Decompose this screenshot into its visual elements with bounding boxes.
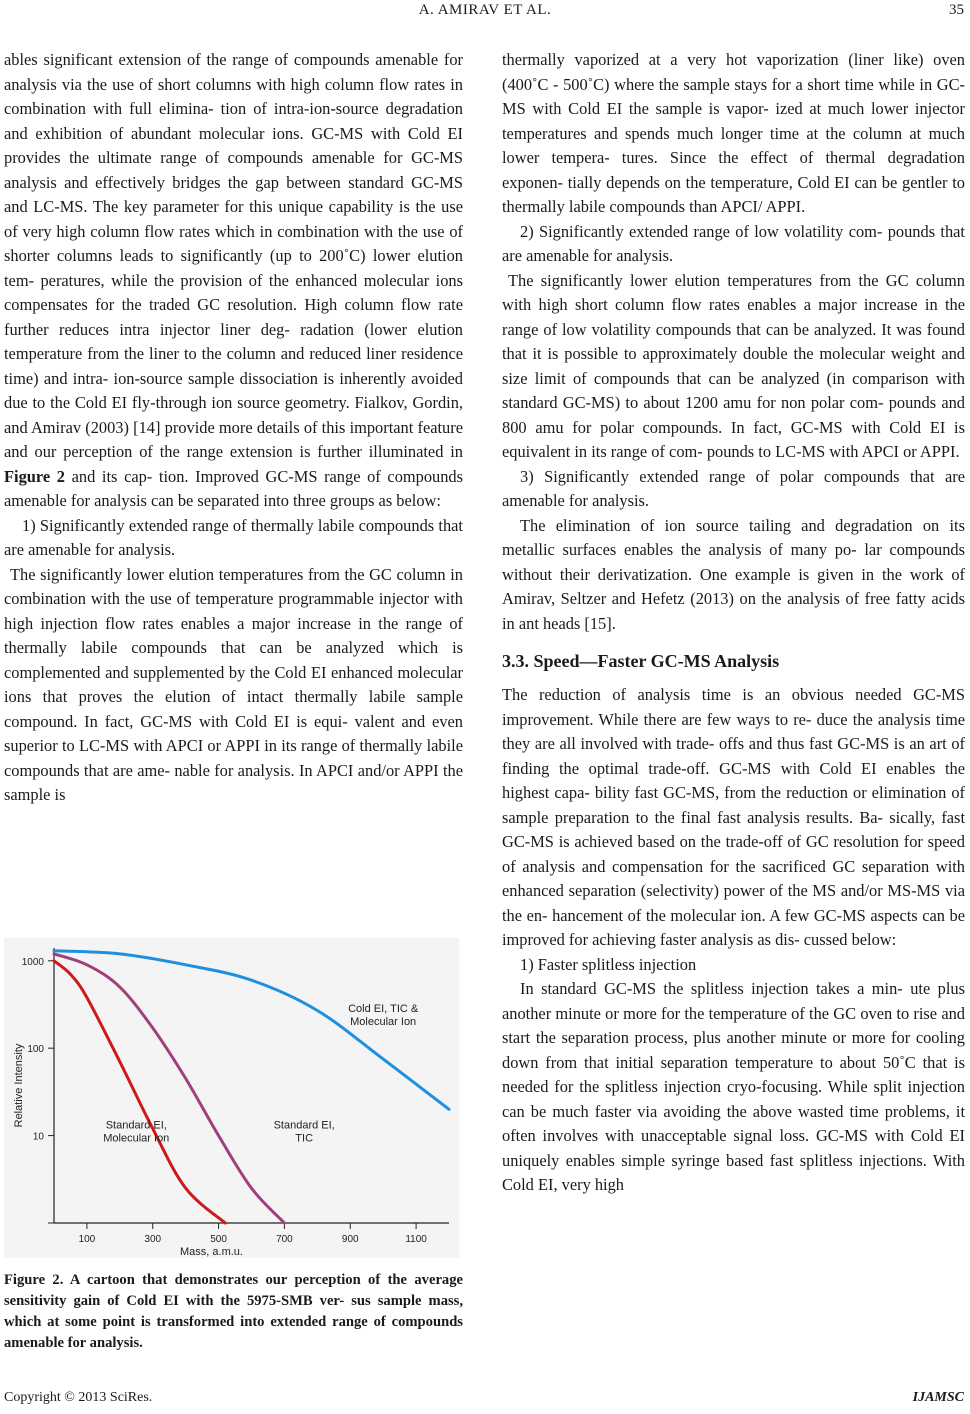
x-tick-label: 900 (341, 1234, 359, 1245)
paragraph: 1) Significantly extended range of thermally labile compounds that are amenable for analysis. (4, 515, 463, 559)
figure-caption: Figure 2. A cartoon that demonstrates our perception of the average sensitivity gain of Cold EI with the 5975-SMB ver- sus sample mass, which at some point is transformed into extended range of compounds amenable for analysis. (4, 1272, 463, 1351)
cold-ei-label: Cold EI, TIC & Molecular Ion (348, 1002, 419, 1028)
right-column (502, 48, 965, 1198)
paragraph: The significantly lower elution temperatures from the GC column in combination with the use of temperature programmable injector with high injection flow rates enables a major increase in the range of thermally labile compounds that can be analyzed which is complemented and supplemented by the Cold EI enhanced molecular ions that proves the elution of intact thermally labile sample compound. In fact, GC-MS with Cold EI is equi- valent and even superior to LC-MS with APCI or APPI in its range of thermally labile compounds that are ame- nable for analysis. In APCI and/or APPI the sample is (4, 564, 463, 804)
standard-ei-molecular-label: Standard EI, Molecular Ion (103, 1119, 170, 1145)
figure-reference[interactable]: Figure 2 (4, 466, 65, 486)
paragraph: The elimination of ion source tailing and degradation on its metallic surfaces enables the analysis of many po- lar compounds without their derivatization. One example is given in the work of Amirav, Seltzer and Hefetz (2013) on the analysis of free fatty acids in ant heads [15]. (502, 515, 965, 633)
copyright: Copyright © 2013 SciRes. (4, 1390, 153, 1405)
x-tick-label: 300 (144, 1234, 162, 1245)
running-title: A. AMIRAV ET AL. (418, 2, 552, 18)
standard-ei-tic-label: Standard EI, TIC (273, 1119, 335, 1145)
x-tick-label: 500 (210, 1234, 227, 1245)
y-tick-label: 1000 (21, 956, 44, 968)
figure-2 (4, 938, 459, 1258)
y-axis-label: Relative Intensity (13, 1043, 25, 1128)
chart-background (4, 938, 459, 1258)
section-heading: 3.3. Speed—Faster GC-MS Analysis (502, 651, 780, 671)
x-axis-label: Mass, a.m.u. (180, 1246, 243, 1258)
paragraph: thermally vaporized at a very hot vaporization (liner like) oven (400˚C - 500˚C) where the sample stays for a short time while in GC-MS with Cold EI the sample is vapor- ized at much lower injector temperatures and spends much longer time at the column at much lower tempera- tures. Since the effect of thermal degradation exponen- tially depends on the temperature, Cold EI can be gentler to thermally labile compounds than APCI/ APPI. (502, 50, 965, 216)
x-tick-label: 700 (276, 1234, 293, 1245)
paragraph: The reduction of analysis time is an obvious needed GC-MS improvement. While there are few ways to re- duce the analysis time they are all involved with trade- offs and thus fast GC-MS is an art of finding the optimal trade-off. GC-MS with Cold EI enables the highest capa- bility fast GC-MS, from the reduction or elimination of sample preparation to the final fast analysis results. Ba- sically, fast GC-MS is achieved based on the trade-off of GC resolution for speed of analysis and compensation for the sacrificed GC separation with enhanced separation (selectivity) power of the MS and/or MS-MS via the en- hancement of the molecular ion. A few GC-MS aspects can be improved for achieving faster analysis as dis- cussed below: (502, 685, 965, 949)
paragraph (4, 48, 463, 514)
x-tick-label: 100 (78, 1234, 96, 1245)
paragraph-text: ables significant extension of the range of compounds amenable for analysis via the use of short columns with high column flow rates in combination with full elimina- tion of intra-ion-source degradation and exhibition of abundant molecular ions. GC-MS with Cold EI provides the ultimate range of compounds amenable for GC-MS analysis and effectively bridges the gap between standard GC-MS and LC-MS. The key parameter for this unique capability is the use of very high column flow rates which in combination with the use of shorter columns leads to significantly (up to 200˚C) lower elution tem- peratures, while the provision of the enhanced molecular ions compensates for the traded GC resolution. High column flow rate further reduces intra injector liner deg- radation (lower elution temperature from the liner to the column and reduced liner residence time) and intra- ion-source sample dissociation is inherently avoided due to the Cold EI fly-through ion source geometry. Fialkov, Gordin, and Amirav (2003) [14] provide more details of this important feature and our perception of the range extension is further illuminated in (4, 50, 463, 461)
y-tick-label: 100 (27, 1044, 44, 1056)
page-number: 35 (949, 2, 964, 18)
paragraph: 2) Significantly extended range of low volatility com- pounds that are amenable for analysis. (502, 221, 965, 265)
page-header (0, 0, 970, 30)
paragraph: The significantly lower elution temperatures from the GC column with high short column flow rates enables a major increase in the range of low volatility compounds that can be analyzed. It was found that it is possible to approximately double the molecular weight and size limit of compounds that can be analyzed (in comparison with standard GC-MS) to about 1200 amu for non polar com- pounds and 800 amu for polar compounds. In fact, GC-MS with Cold EI is equivalent in its range of com- pounds to LC-MS with APCI or APPI. (502, 270, 965, 461)
paragraph: In standard GC-MS the splitless injection takes a min- ute plus another minute or more for the temperature of the GC oven to rise and start the separation process, plus another minute or more for cooling down from that initial separation temperature to about 50˚C that is needed for the splitless injection cryo-focusing. While split injection can be much faster via avoiding the above wasted time problems, it often involves with unacceptable signal loss. GC-MS with Cold EI uniquely enables simple syringe based fast splitless injections. With Cold EI, very high (502, 979, 965, 1194)
left-column (4, 48, 463, 808)
journal-name: IJAMSC (912, 1390, 964, 1405)
paragraph: 1) Faster splitless injection (520, 954, 697, 974)
chart-svg (4, 938, 459, 1258)
paragraph-text: and its cap- tion. Improved GC-MS range of compounds amenable for analysis can be separated into three groups as below: (4, 466, 463, 510)
x-tick-label: 1100 (405, 1234, 427, 1245)
paragraph: 3) Significantly extended range of polar compounds that are amenable for analysis. (502, 466, 965, 510)
y-tick-label: 10 (32, 1131, 44, 1143)
